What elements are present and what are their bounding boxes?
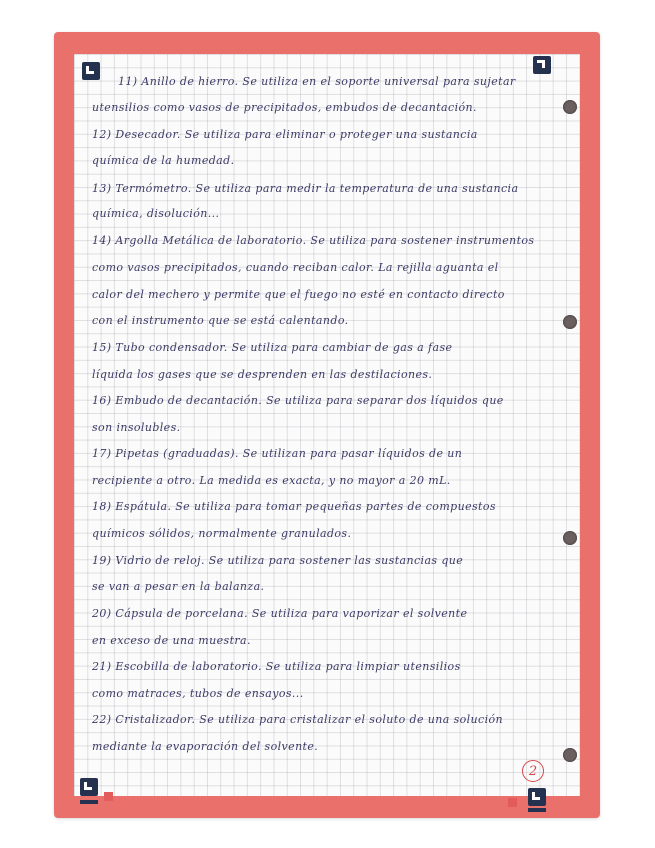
text-line: química, disolución... — [92, 207, 220, 220]
text-line: líquida los gases que se desprenden en las destilaciones. — [92, 368, 433, 381]
text-line: como matraces, tubos de ensayos... — [92, 687, 304, 700]
text-line: 17) Pipetas (graduadas). Se utilizan para pasar líquidos de un — [92, 447, 463, 460]
text-line: utensilios como vasos de precipitados, embudos de decantación. — [92, 101, 477, 114]
text-line: en exceso de una muestra. — [92, 634, 251, 647]
text-line: calor del mechero y permite que el fuego no esté en contacto directo — [92, 288, 505, 301]
text-line: 22) Cristalizador. Se utiliza para cristalizar el soluto de una solución — [92, 713, 504, 726]
text-line: 15) Tubo condensador. Se utiliza para cambiar de gas a fase — [92, 341, 453, 354]
text-line: 21) Escobilla de laboratorio. Se utiliza para limpiar utensilios — [92, 660, 461, 673]
text-line: mediante la evaporación del solvente. — [92, 740, 319, 753]
text-line: químicos sólidos, normalmente granulados. — [92, 527, 352, 540]
text-line: 13) Termómetro. Se utiliza para medir la temperatura de una sustancia — [92, 182, 519, 195]
text-line: química de la humedad. — [92, 154, 235, 167]
text-line: 11) Anillo de hierro. Se utiliza en el soporte universal para sujetar — [118, 75, 516, 88]
text-line: son insolubles. — [92, 421, 181, 434]
text-line: 16) Embudo de decantación. Se utiliza para separar dos líquidos que — [92, 394, 504, 407]
text-line: 19) Vidrio de reloj. Se utiliza para sostener las sustancias que — [92, 554, 464, 567]
text-line: 18) Espátula. Se utiliza para tomar pequeñas partes de compuestos — [92, 500, 496, 513]
text-line: 20) Cápsula de porcelana. Se utiliza para vaporizar el solvente — [92, 607, 468, 620]
text-line: 12) Desecador. Se utiliza para eliminar o proteger una sustancia — [92, 128, 478, 141]
text-line: se van a pesar en la balanza. — [92, 580, 265, 593]
text-line: como vasos precipitados, cuando reciban calor. La rejilla aguanta el — [92, 261, 499, 274]
text-line: recipiente a otro. La medida es exacta, y no mayor a 20 mL. — [92, 474, 451, 487]
text-line: con el instrumento que se está calentando. — [92, 314, 349, 327]
page-number: 2 — [522, 760, 544, 782]
text-line: 14) Argolla Metálica de laboratorio. Se utiliza para sostener instrumentos — [92, 234, 535, 247]
